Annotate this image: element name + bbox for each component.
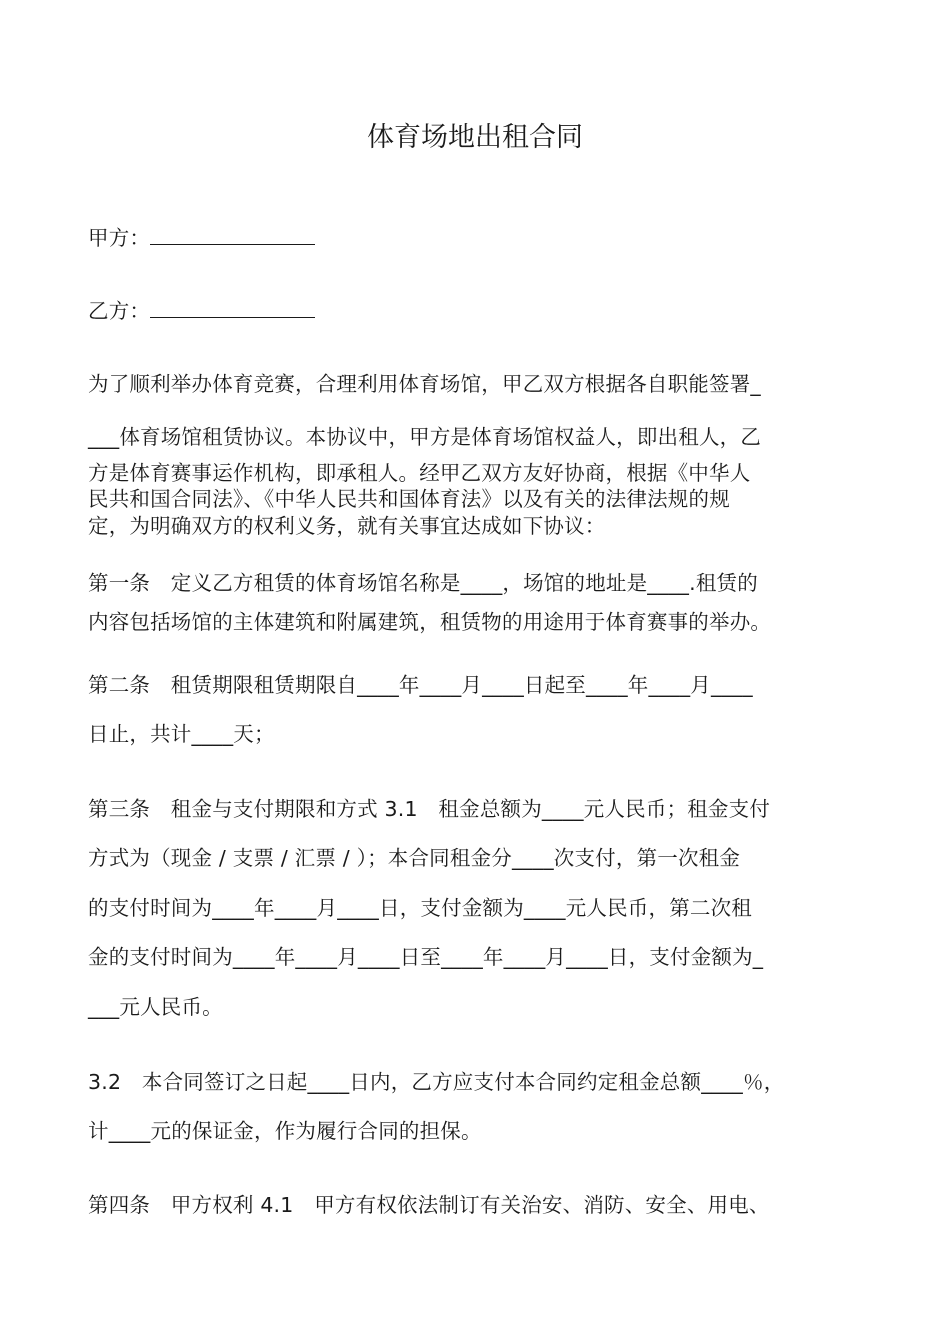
article-1-line: 第一条 定义乙方租赁的体育场馆名称是____，场馆的地址是____.租赁的: [88, 571, 758, 595]
clause-3-2-line: 计____元的保证金，作为履行合同的担保。: [88, 1119, 482, 1143]
preamble-line: ___体育场馆租赁协议。本协议中，甲方是体育场馆权益人，即出租人，乙: [88, 425, 762, 449]
preamble-line: 为了顺利举办体育竞赛，合理利用体育场馆，甲乙双方根据各自职能签署_: [88, 372, 761, 396]
article-3-line: 方式为（现金 / 支票 / 汇票 / ）；本合同租金分____次支付，第一次租金: [88, 846, 741, 870]
clause-3-2-line: 3.2 本合同签订之日起____日内，乙方应支付本合同约定租金总额____％，: [88, 1070, 785, 1094]
article-3-line: ___元人民币。: [88, 995, 223, 1019]
preamble-line: 定，为明确双方的权利义务，就有关事宜达成如下协议：: [88, 514, 606, 538]
article-3-line: 金的支付时间为____年____月____日至____年____月____日，支付金额为_: [88, 945, 764, 969]
party-a-label: 甲方：: [88, 226, 151, 250]
document-title: 体育场地出租合同: [367, 122, 583, 153]
article-4-line: 第四条 甲方权利 4.1 甲方有权依法制订有关治安、消防、安全、用电、: [88, 1193, 770, 1217]
party-b-blank: [150, 299, 315, 318]
article-3-line: 第三条 租金与支付期限和方式 3.1 租金总额为____元人民币；租金支付: [88, 797, 771, 821]
party-a-blank: [150, 226, 315, 245]
party-a-line: [88, 223, 878, 253]
preamble-line: 民共和国合同法》、《中华人民共和国体育法》以及有关的法律法规的规: [88, 487, 730, 511]
preamble-line: 方是体育赛事运作机构，即承租人。经甲乙双方友好协商，根据《中华人: [88, 461, 751, 485]
party-b-label: 乙方：: [88, 299, 151, 323]
article-2-line: 日止，共计____天；: [88, 722, 275, 746]
article-3-line: 的支付时间为____年____月____日，支付金额为____元人民币，第二次租: [88, 896, 752, 920]
party-b-line: [88, 296, 878, 326]
article-1-line: 内容包括场馆的主体建筑和附属建筑，租赁物的用途用于体育赛事的举办。: [88, 610, 772, 634]
article-2-line: 第二条 租赁期限租赁期限自____年____月____日起至____年____月____: [88, 673, 753, 697]
